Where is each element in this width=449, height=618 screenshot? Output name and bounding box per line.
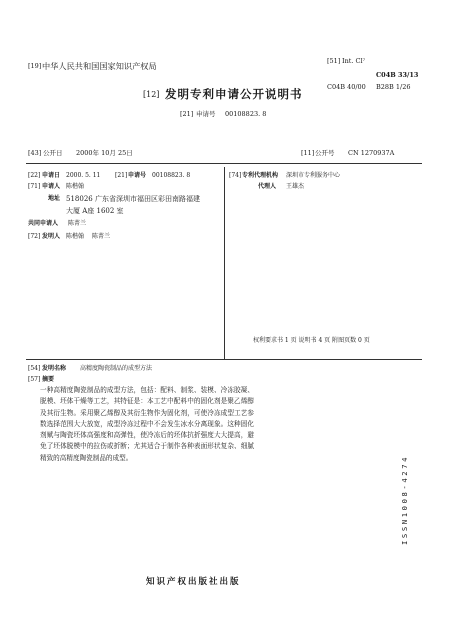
- applicant-label: 申请人: [42, 183, 61, 190]
- filing-date: 2000. 5. 11: [66, 172, 101, 179]
- ipc-secondary-1: C04B 40/00: [327, 83, 366, 91]
- agency-code: [74]: [229, 172, 242, 179]
- address-label: 地址: [48, 195, 61, 202]
- agency-label: 专利代理机构: [242, 172, 279, 179]
- column-divider: [224, 167, 225, 359]
- issn-vertical: ISSN1008-4274: [400, 454, 409, 545]
- co-applicant-label: 共同申请人: [28, 220, 59, 227]
- filing-date-code: [22]: [28, 172, 41, 179]
- pub-date-label: 公开日: [43, 149, 63, 157]
- app-code: [21]: [180, 110, 194, 118]
- address-line-2: 大厦 A座 1602 室: [66, 207, 124, 215]
- publisher: 知识产权出版社出版: [146, 577, 241, 587]
- applicant-code: [71]: [28, 183, 41, 190]
- invention-name-label: 发明名称: [42, 365, 67, 372]
- abstract-code: [57]: [28, 376, 41, 383]
- pub-number: CN 1270937A: [348, 149, 395, 157]
- app-label-2: 申请号: [128, 172, 147, 179]
- int-cl-label: Int. Cl⁷: [342, 57, 366, 65]
- agency-name: 深圳市专利服务中心: [286, 172, 341, 179]
- filing-date-label: 申请日: [42, 172, 61, 179]
- top-rule: [26, 163, 422, 164]
- co-applicant-name: 陈菁兰: [68, 220, 87, 227]
- app-number-2: 00108823. 8: [152, 172, 191, 179]
- int-cl-code: [51]: [327, 57, 341, 65]
- app-number: 00108823. 8: [225, 110, 267, 118]
- applicant-name: 陈楷翰: [66, 183, 85, 190]
- inventor-name-2: 陈菁兰: [92, 233, 111, 240]
- inventor-name-1: 陈楷翰: [66, 233, 85, 240]
- office-name: 中华人民共和国国家知识产权局: [42, 61, 157, 71]
- pub-date: 2000年 10月 25日: [76, 149, 133, 157]
- ipc-primary: C04B 33/13: [376, 71, 419, 79]
- pub-number-label: 公开号: [315, 149, 335, 157]
- abstract-paragraph: 一种高精度陶瓷制品的成型方法，包括：配料、制浆、装模、冷冻胶凝、脱模、坯体干燥等工艺，其特征是：本工艺中配料中的固化剂是聚乙烯醇及其衍生物。采用聚乙烯醇及其衍生物作为固化剂，可使冷冻成型工艺参数选择范围大大放宽，成型冷冻过程中不会发生冰水分离现象。这种固化剂赋与陶瓷坯体高强度和高弹性，使冷冻后的坯体抗折强度大大提高，避免了坯体脱模中的拉伤或折断；尤其适合于制作各种表面形状复杂、细腻精致的高精度陶瓷制品的成型。: [40, 386, 254, 462]
- abstract-label: 摘要: [42, 376, 55, 383]
- pub-number-code: [11]: [301, 149, 315, 157]
- title-code: [12]: [143, 90, 160, 99]
- inventor-code: [72]: [28, 233, 41, 240]
- document-title: 发明专利申请公开说明书: [165, 87, 303, 101]
- inventor-label: 发明人: [42, 233, 61, 240]
- app-code-2: [21]: [115, 172, 128, 179]
- pub-date-code: [43]: [28, 149, 42, 157]
- invention-name: 高精度陶瓷制品的成型方法: [80, 365, 153, 372]
- pages-summary: 权利要求书 1 页 说明书 4 页 附图页数 0 页: [253, 337, 370, 344]
- abstract-text: [40, 385, 254, 464]
- agent-label: 代理人: [258, 183, 277, 190]
- app-label: 申请号: [196, 110, 216, 118]
- agent-name: 王雄杰: [286, 183, 305, 190]
- middle-rule: [26, 359, 422, 360]
- address-line-1: 518026 广东省深圳市福田区彩田南路福建: [66, 195, 200, 203]
- invention-name-code: [54]: [28, 365, 41, 372]
- country-code: [19]: [28, 62, 42, 70]
- ipc-secondary-2: B28B 1/26: [376, 83, 411, 91]
